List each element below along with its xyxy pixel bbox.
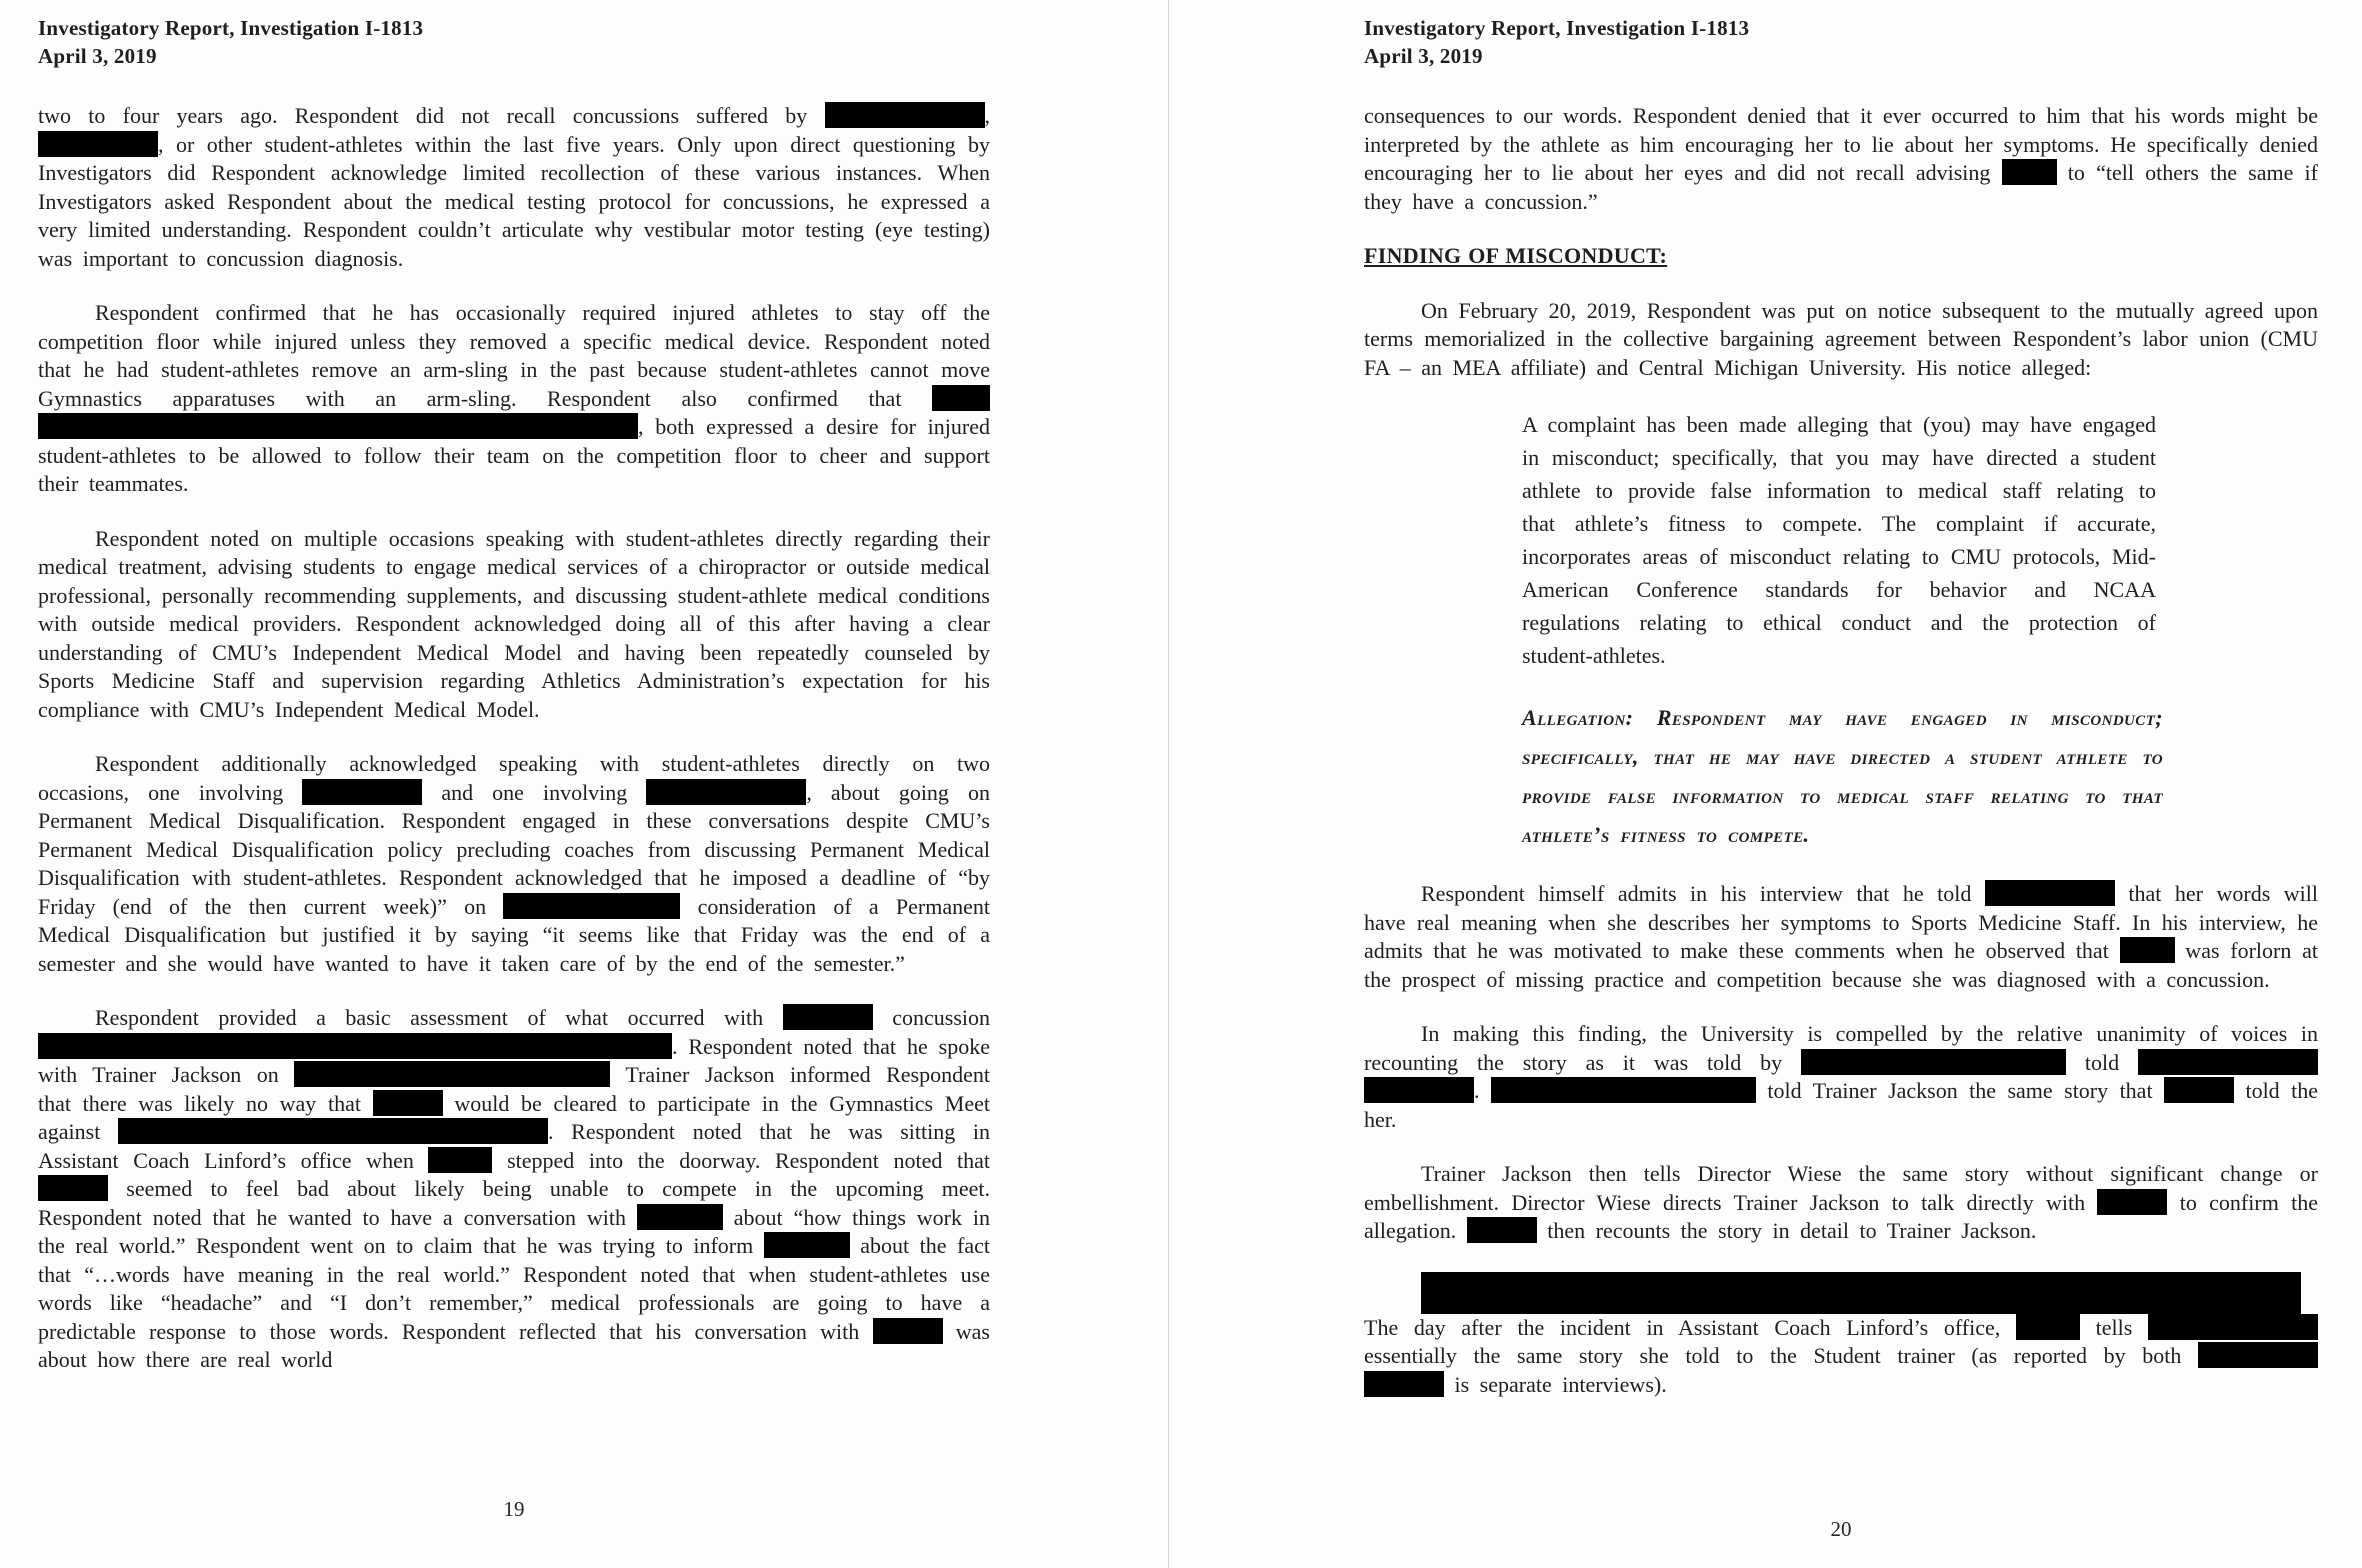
paragraph: In making this finding, the University is compelled by the relative unanimity of voices in recounting the story as it was told by told . told Trainer Jackson the same story that told the her. [1364, 1021, 2319, 1132]
paragraph: On February 20, 2019, Respondent was put on notice subsequent to the mutually agreed upon terms memorialized in the collective bargaining agreement between Respondent’s labor union (CMU FA – an MEA affiliate) and Central Michigan University. His notice alleged: [1364, 297, 2318, 380]
page-content [0, 0, 1168, 1375]
redaction-bar [825, 102, 985, 128]
paragraph: consequences to our words. Respondent denied that it ever occurred to him that his words might be interpreted by the athlete as him encouraging her to lie about her symptoms. He specifically denied encouraging her to lie about her eyes and did not recall advising to “tell others the same if they have a concussion.” [1364, 103, 2318, 214]
page-body [38, 102, 990, 1375]
redaction-bar [1364, 1077, 1474, 1103]
redaction-bar [1801, 1049, 2066, 1075]
redaction-bar [2148, 1314, 2318, 1340]
redaction-bar [118, 1118, 548, 1144]
page-19 [0, 0, 1168, 1568]
redaction-bar [1491, 1077, 1756, 1103]
paragraph: Respondent provided a basic assessment of what occurred with concussion . Respondent noted that he spoke with Trainer Jackson on Trainer Jackson informed Respondent that there was likely no way that would be cleared to participate in the Gymnastics Meet against . Respondent noted that he was sitting in Assistant Coach Linford’s office when stepped into the doorway. Respondent noted that seemed to feel bad about likely being unable to compete in the upcoming meet. Respondent noted that he wanted to have a conversation with about “how things work in the real world.” Respondent went on to claim that he was trying to inform about the fact that “…words have meaning in the real world.” Respondent noted that when student-athletes use words like “headache” and “I don’t remember,” medical professionals are going to have a predictable response to those words. Respondent reflected that his conversation with was about how there are real world [38, 1005, 990, 1372]
paragraph: two to four years ago. Respondent did not recall concussions suffered by , , or other student-athletes within the last five years. Only upon direct questioning by Investigators did Respondent acknowledge limited recollection of these various instances. When Investigators asked Respondent about the medical testing protocol for concussions, he expressed a very limited understanding. Respondent couldn’t articulate why vestibular motor testing (eye testing) was important to concussion diagnosis. [38, 103, 990, 271]
redaction-bar [38, 1175, 108, 1201]
redaction-bar [38, 1033, 672, 1059]
page-body [1364, 102, 2318, 1399]
redaction-bar [1421, 1272, 2301, 1314]
redaction-bar [38, 131, 158, 157]
redaction-bar [1364, 1371, 1444, 1397]
section-heading: FINDING OF MISCONDUCT: [1364, 243, 1668, 268]
report-date: April 3, 2019 [38, 44, 157, 68]
redaction-bar [646, 779, 806, 805]
paragraph: Trainer Jackson then tells Director Wiese the same story without significant change or embellishment. Director Wiese directs Trainer Jackson to talk directly with to confirm the allegation. then recounts the story in detail to Trainer Jackson. [1364, 1161, 2318, 1243]
redaction-bar [2016, 1314, 2080, 1340]
paragraph: Respondent additionally acknowledged speaking with student-athletes directly on two occasions, one involving and one involving , about going on Permanent Medical Disqualification. Respondent engaged in these conversations despite CMU’s Permanent Medical Disqualification policy precluding coaches from discussing Permanent Medical Disqualification with student-athletes. Respondent acknowledged that he imposed a deadline of “by Friday (end of the then current week)” on consideration of a Permanent Medical Disqualification but justified it by saying “it seems like that Friday was the end of a semester and she would have wanted to have it taken care of by the end of the semester.” [38, 751, 990, 976]
paragraph: Respondent himself admits in his interview that he told that her words will have real meaning when she describes her symptoms to Sports Medicine Staff. In his interview, he admits that he was motivated to make these comments when he observed that was forlorn at the prospect of missing practice and competition because she was diagnosed with a concussion. [1364, 881, 2318, 992]
redaction-bar [294, 1061, 610, 1087]
page-number: 19 [503, 1497, 525, 1521]
redaction-bar [873, 1318, 943, 1344]
page-number: 20 [1830, 1517, 1852, 1541]
report-date: April 3, 2019 [1364, 44, 1483, 68]
redaction-bar [38, 413, 638, 439]
paragraph: Respondent confirmed that he has occasionally required injured athletes to stay off the competition floor while injured unless they removed a specific medical device. Respondent noted that he had student-athletes remove an arm-sling in the past because student-athletes cannot move Gymnastics apparatuses with an arm-sling. Respondent also confirmed that , both expressed a desire for injured student-athletes to be allowed to follow their team on the competition floor to cheer and support their teammates. [38, 300, 990, 496]
paragraph: The day after the incident in Assistant Coach Linford’s office, tells essentially the same story she told to the Student trainer (as reported by both is separate interviews). [1364, 1272, 2318, 1400]
redaction-bar [2198, 1342, 2318, 1368]
redaction-bar [2138, 1049, 2318, 1075]
redaction-bar [302, 779, 422, 805]
redaction-bar [1985, 880, 2115, 906]
redaction-bar [2002, 159, 2057, 185]
report-title: Investigatory Report, Investigation I-1813 [38, 16, 424, 40]
page-header [38, 14, 990, 70]
report-title: Investigatory Report, Investigation I-1813 [1364, 16, 1750, 40]
page-header [1364, 14, 2318, 70]
paragraph: Allegation: Respondent may have engaged in misconduct; specifically, that he may have directed a student athlete to provide false information to medical staff relating to that athlete’s fitness to compete. [1522, 705, 2163, 847]
redaction-bar [783, 1004, 873, 1030]
paragraph: Respondent noted on multiple occasions speaking with student-athletes directly regarding their medical treatment, advising students to engage medical services of a chiropractor or outside medical professional, personally recommending supplements, and discussing student-athlete medical conditions with outside medical providers. Respondent acknowledged doing all of this after having a clear understanding of CMU’s Independent Medical Model and having been repeatedly counseled by Sports Medicine Staff and supervision regarding Athletics Administration’s expectation for his compliance with CMU’s Independent Medical Model. [38, 525, 990, 722]
redaction-bar [428, 1147, 492, 1173]
page-content [1169, 0, 2362, 1399]
page-20 [1169, 0, 2362, 1568]
redaction-bar [637, 1204, 723, 1230]
redaction-bar [764, 1232, 850, 1258]
redaction-bar [932, 385, 990, 411]
redaction-bar [1467, 1217, 1537, 1243]
redaction-bar [2120, 937, 2175, 963]
redaction-bar [2164, 1077, 2234, 1103]
redaction-bar [503, 893, 680, 919]
redaction-bar [373, 1090, 443, 1116]
paragraph: A complaint has been made alleging that (you) may have engaged in misconduct; specifically, that you may have directed a student athlete to provide false information to medical staff relating to that athlete’s fitness to compete. The complaint if accurate, incorporates areas of misconduct relating to CMU protocols, Mid-American Conference standards for behavior and NCAA regulations relating to ethical conduct and the protection of student-athletes. [1522, 412, 2156, 668]
redaction-bar [2097, 1189, 2167, 1215]
